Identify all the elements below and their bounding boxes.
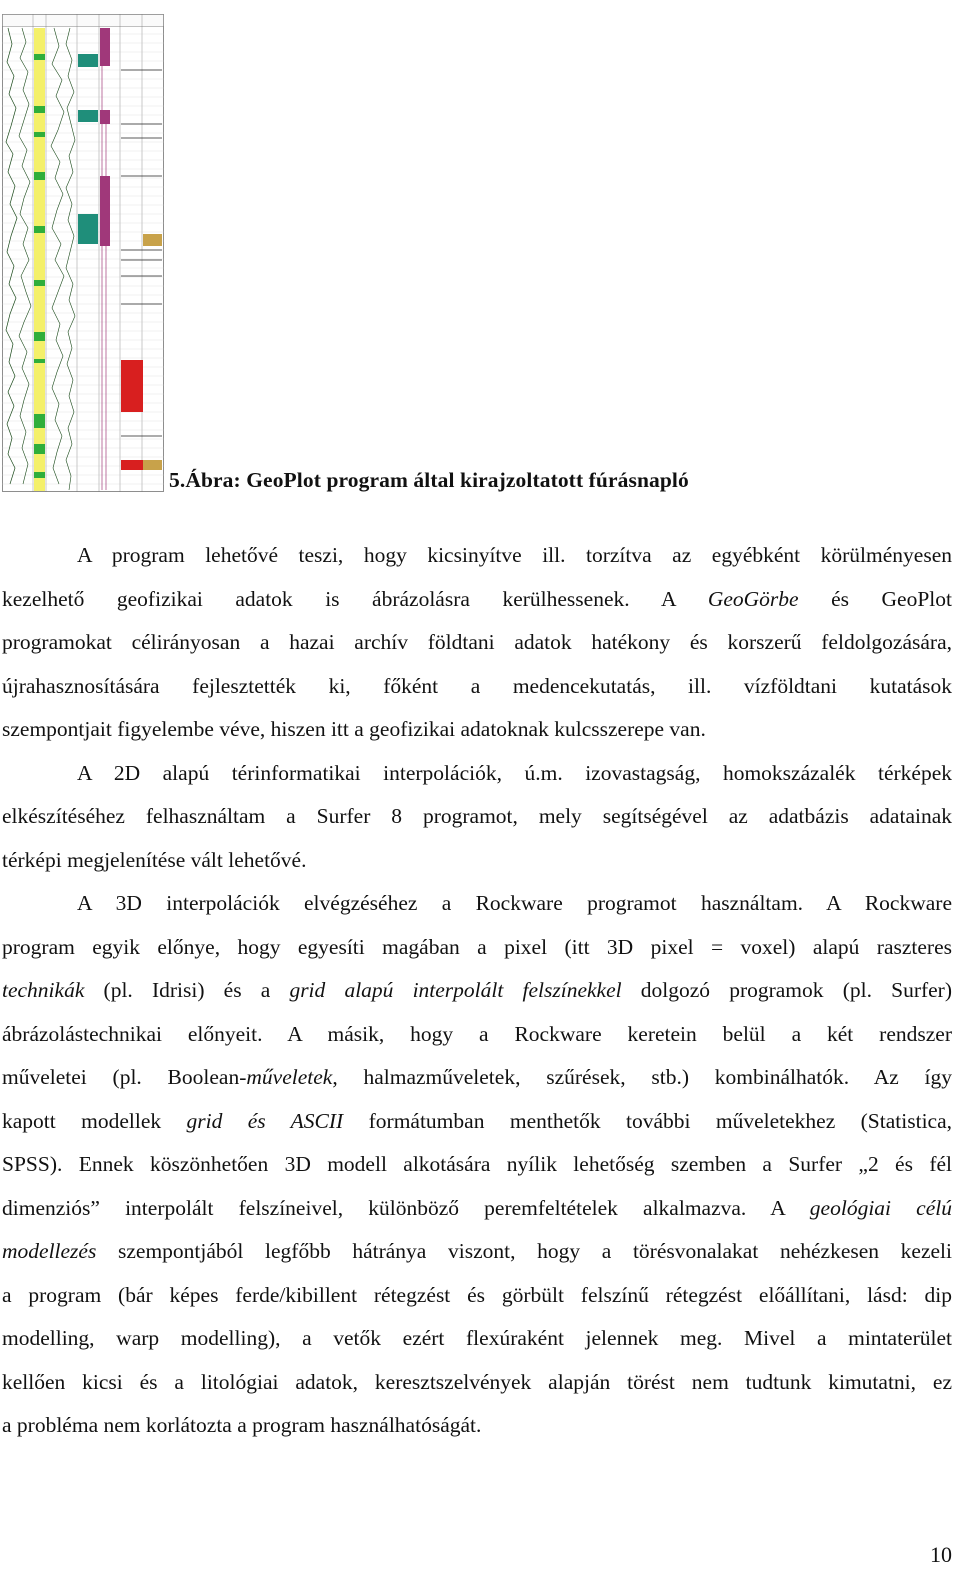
p3-line-6: kapott modellek grid és ASCII formátumban menthetők további műveletekhez (Statistica, — [2, 1109, 953, 1133]
p3-line-5: műveletei (pl. Boolean-műveletek, halmazműveletek, szűrések, stb.) kombinálhatók. Az így — [2, 1065, 952, 1089]
p3-line-9: modellezés szempontjából legfőbb hátránya viszont, hogy a törésvonalakat nehézkesen kezeli — [2, 1239, 952, 1263]
log-curve-3 — [51, 28, 64, 484]
p1-line-1: A program lehetővé teszi, hogy kicsinyítve ill. torzítva az egyébként körülményesen — [77, 543, 952, 567]
p3-line-8: dimenziós” interpolált felszíneivel, különböző peremfeltételek alkalmazva. A geológiai célú — [2, 1196, 952, 1220]
p3-line-4: ábrázolástechnikai előnyeit. A másik, hogy a Rockware keretein belül a két rendszer — [2, 1022, 952, 1046]
log-curve-2 — [19, 28, 31, 484]
p3-line-7: SPSS). Ennek köszönhetően 3D modell alkotására nyílik lehetőség szemben a Surfer „2 és fél — [2, 1152, 952, 1176]
p3-line-10: a program (bár képes ferde/kibillent rétegzést és görbült felszínű rétegzést előállítani, lásd: dip — [2, 1283, 952, 1307]
p1-line-3: programokat célirányosan a hazai archív földtani adatok hatékony és korszerű feldolgozására, — [2, 630, 952, 654]
borehole-log-figure — [2, 14, 164, 492]
p1-line-4: újrahasznosítására fejlesztették ki, főként a medencekutatás, ill. vízföldtani kutatások — [2, 674, 952, 698]
p3-line-13: a probléma nem korlátozta a program használhatóságát. — [2, 1413, 482, 1437]
figure-caption: 5.Ábra: GeoPlot program által kirajzoltatott fúrásnapló — [169, 468, 689, 492]
p1-line-5: szempontjait figyelembe véve, hiszen itt a geofizikai adatoknak kulcsszerepe van. — [2, 717, 706, 741]
log-curve-1 — [6, 28, 17, 484]
p1-line-2: kezelhető geofizikai adatok is ábrázolásra kerülhessenek. A GeoGörbe és GeoPlot — [2, 587, 952, 611]
p3-line-1: A 3D interpolációk elvégzéséhez a Rockware programot használtam. A Rockware — [77, 891, 952, 915]
p3-line-11: modelling, warp modelling), a vetők ezért flexúraként jelennek meg. Mivel a mintaterület — [2, 1326, 952, 1350]
p3-line-2: program egyik előnye, hogy egyesíti magában a pixel (itt 3D pixel = voxel) alapú raszteres — [2, 935, 952, 959]
p2-line-2: elkészítéséhez felhasználtam a Surfer 8 programot, mely segítségével az adatbázis adatainak — [2, 804, 952, 828]
p3-line-12: kellően kicsi és a litológiai adatok, keresztszelvények alapján törést nem tudtunk kimutatni, ez — [2, 1370, 952, 1394]
p2-line-3: térképi megjelenítése vált lehetővé. — [2, 848, 307, 872]
marker-column — [121, 70, 162, 470]
p2-line-1: A 2D alapú térinformatikai interpolációk, ú.m. izovastagság, homokszázalék térképek — [77, 761, 952, 785]
p3-line-3: technikák (pl. Idrisi) és a grid alapú interpolált felszínekkel dolgozó programok (pl. Surfer) — [2, 978, 952, 1002]
page-number: 10 — [930, 1542, 952, 1567]
